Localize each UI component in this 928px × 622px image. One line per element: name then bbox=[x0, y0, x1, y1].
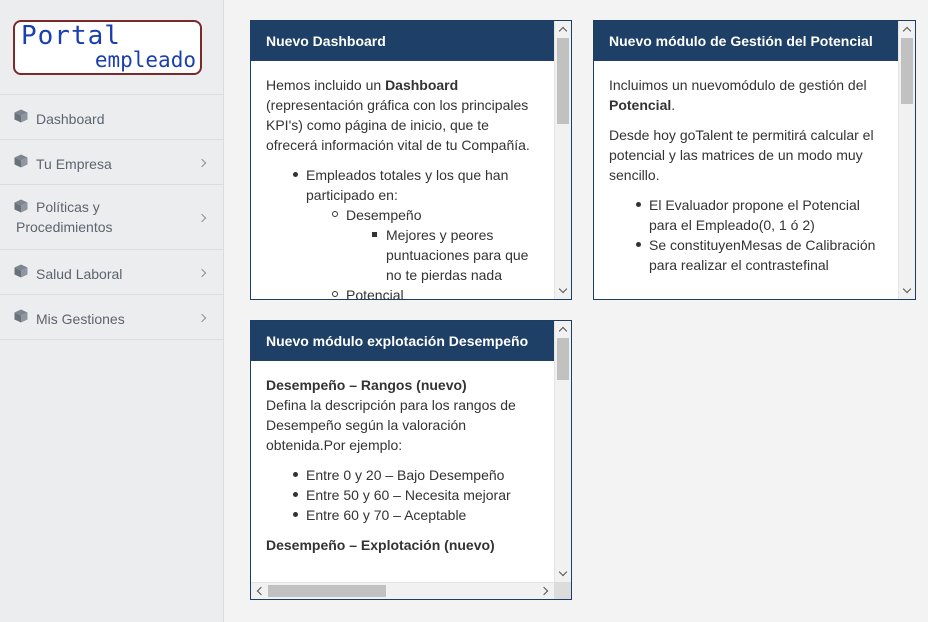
chevron-right-icon bbox=[198, 314, 206, 322]
scroll-down-arrow-icon[interactable] bbox=[559, 568, 567, 576]
list-item: Potencial bbox=[346, 285, 539, 299]
cube-icon bbox=[14, 109, 28, 123]
list-item: Entre 50 y 60 – Necesita mejorar bbox=[306, 485, 539, 505]
scrollbar-corner bbox=[554, 582, 571, 599]
card-gestion-potencial[interactable] bbox=[593, 20, 916, 300]
vertical-scrollbar[interactable] bbox=[898, 21, 915, 299]
sidebar bbox=[0, 0, 224, 622]
scroll-thumb[interactable] bbox=[557, 338, 569, 380]
cube-icon bbox=[14, 264, 28, 278]
scroll-down-arrow-icon[interactable] bbox=[903, 285, 911, 293]
sidebar-item-label: Políticas y Procedimientos bbox=[16, 199, 113, 235]
scroll-up-arrow-icon[interactable] bbox=[903, 27, 911, 35]
card-body bbox=[251, 361, 554, 555]
card-body bbox=[594, 61, 898, 275]
horizontal-scrollbar[interactable] bbox=[251, 582, 554, 599]
list-item: Entre 60 y 70 – Aceptable bbox=[306, 505, 539, 525]
vertical-scrollbar[interactable] bbox=[554, 21, 571, 299]
sidebar-item-mis-gestiones[interactable] bbox=[0, 295, 223, 340]
scroll-thumb[interactable] bbox=[557, 38, 569, 124]
list-item: Se constituyenMesas de Calibración para realizar el contrastefinal bbox=[649, 235, 883, 275]
scroll-left-arrow-icon[interactable] bbox=[257, 587, 265, 595]
sidebar-item-label: Tu Empresa bbox=[36, 156, 112, 172]
cube-icon bbox=[14, 154, 28, 168]
chevron-right-icon bbox=[198, 214, 206, 222]
sidebar-item-label: Dashboard bbox=[36, 111, 105, 127]
scroll-up-arrow-icon[interactable] bbox=[559, 27, 567, 35]
sidebar-item-tu-empresa[interactable] bbox=[0, 140, 223, 185]
list-item: Desempeño Mejores y peores puntuaciones para que no te pierdas nada bbox=[346, 205, 539, 285]
scroll-thumb[interactable] bbox=[901, 38, 913, 104]
card-title: Nuevo módulo de Gestión del Potencial bbox=[594, 21, 898, 61]
card-paragraph: Defina la descripción para los rangos de Desempeño según la valoración obtenida.Por ejemplo: bbox=[266, 397, 516, 453]
sidebar-item-politicas[interactable] bbox=[0, 185, 223, 250]
scroll-right-arrow-icon[interactable] bbox=[540, 587, 548, 595]
card-body bbox=[251, 61, 554, 299]
list-item: Mejores y peores puntuaciones para que no te pierdas nada bbox=[386, 225, 539, 285]
cube-icon bbox=[14, 309, 28, 323]
card-title: Nuevo módulo explotación Desempeño bbox=[251, 321, 554, 361]
chevron-right-icon bbox=[198, 269, 206, 277]
scroll-up-arrow-icon[interactable] bbox=[559, 327, 567, 335]
logo-area bbox=[0, 0, 223, 95]
list-item: Empleados totales y los que han participado en: Desempeño Mejores y peores puntuaciones para que no te pierdas nada Potencial bbox=[306, 165, 539, 299]
card-title: Nuevo Dashboard bbox=[251, 21, 554, 61]
sidebar-item-salud-laboral[interactable] bbox=[0, 250, 223, 295]
list-item: Entre 0 y 20 – Bajo Desempeño bbox=[306, 465, 539, 485]
card-paragraph: Desde hoy goTalent te permitirá calcular el potencial y las matrices de un modo muy sencillo. bbox=[609, 127, 874, 183]
vertical-scrollbar[interactable] bbox=[554, 321, 571, 582]
card-nuevo-dashboard[interactable] bbox=[250, 20, 572, 300]
card-subheading: Desempeño – Rangos (nuevo) bbox=[266, 377, 467, 393]
portal-empleado-logo[interactable]: Portal empleado bbox=[13, 20, 202, 75]
scroll-down-arrow-icon[interactable] bbox=[559, 285, 567, 293]
card-subheading: Desempeño – Explotación (nuevo) bbox=[266, 537, 495, 553]
sidebar-item-label: Salud Laboral bbox=[36, 266, 123, 282]
card-explotacion-desempeno[interactable] bbox=[250, 320, 572, 600]
card-paragraph: Hemos incluido un Dashboard (representación gráfica con los principales KPI's) como página de inicio, que te ofrecerá información vital de tu Compañía. bbox=[266, 77, 530, 153]
card-paragraph: Incluimos un nuevomódulo de gestión del Potencial. bbox=[609, 77, 867, 113]
scroll-thumb[interactable] bbox=[268, 585, 386, 597]
chevron-right-icon bbox=[198, 159, 206, 167]
sidebar-item-dashboard[interactable] bbox=[0, 95, 223, 140]
sidebar-item-label: Mis Gestiones bbox=[36, 311, 125, 327]
list-item: El Evaluador propone el Potencial para el Empleado(0, 1 ó 2) bbox=[649, 195, 883, 235]
